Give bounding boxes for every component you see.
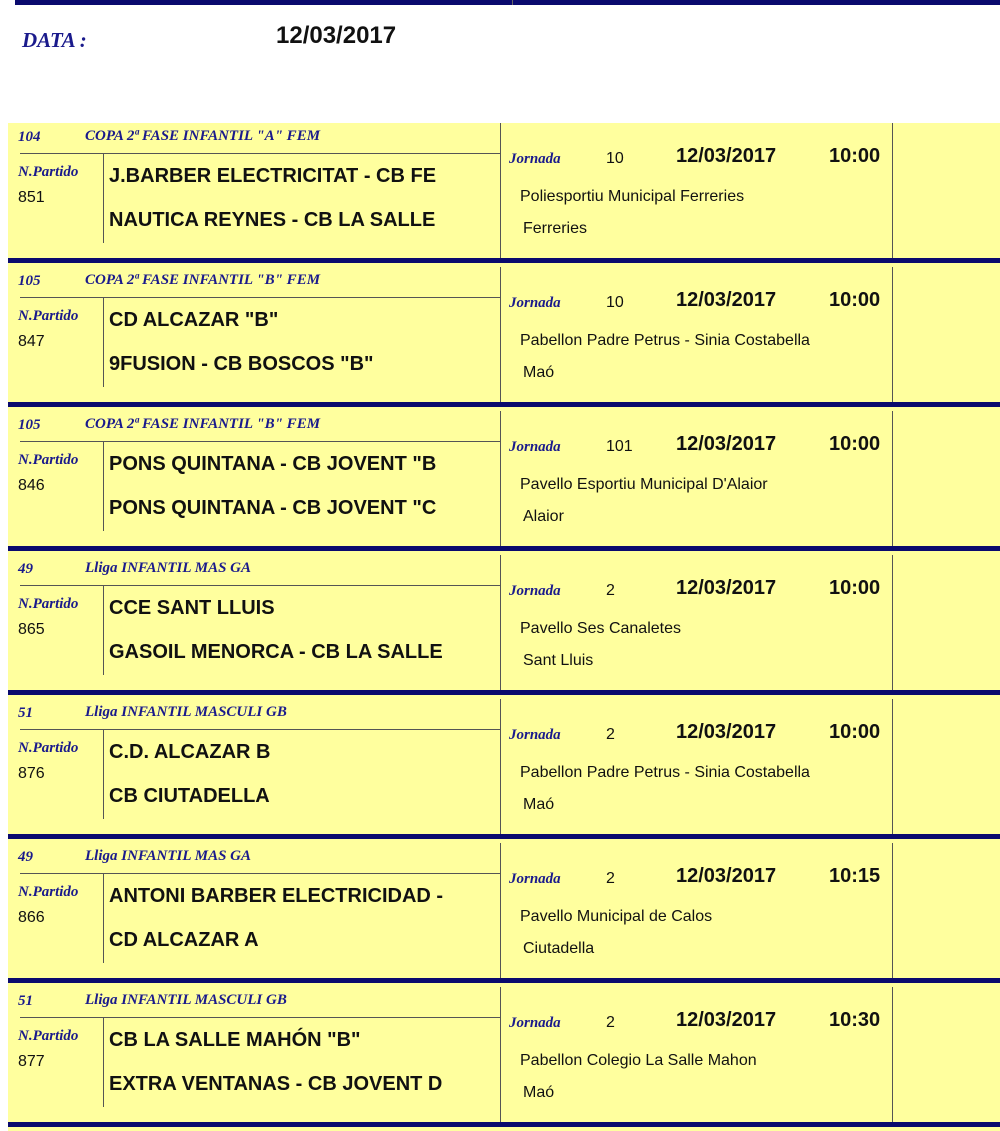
separator-bar <box>8 402 1000 407</box>
match-number-label: N.Partido <box>18 596 79 612</box>
separator-bar <box>8 978 1000 983</box>
column-divider <box>892 267 893 402</box>
jornada-label: Jornada <box>509 583 561 599</box>
teams-divider <box>103 441 104 531</box>
home-team: ANTONI BARBER ELECTRICIDAD - <box>109 885 444 907</box>
teams-divider <box>103 153 104 243</box>
date-label: DATA : <box>22 28 87 52</box>
match-number: 877 <box>18 1053 45 1070</box>
separator-bar <box>8 690 1000 695</box>
column-divider <box>892 699 893 834</box>
jornada-label: Jornada <box>509 295 561 311</box>
venue: Poliesportiu Municipal Ferreries <box>520 188 745 205</box>
match-time: 10:00 <box>829 721 881 743</box>
header-rule <box>20 297 500 298</box>
jornada-number: 2 <box>606 870 615 887</box>
away-team: EXTRA VENTANAS - CB JOVENT D <box>109 1073 443 1095</box>
column-divider <box>892 843 893 978</box>
top-divider <box>512 0 513 5</box>
match-card <box>8 123 1000 267</box>
venue: Pavello Municipal de Calos <box>520 908 713 925</box>
match-card <box>8 699 1000 843</box>
column-divider <box>500 987 501 1122</box>
venue: Pabellon Padre Petrus - Sinia Costabella <box>520 332 810 349</box>
jornada-label: Jornada <box>509 727 561 743</box>
competition-name: Lliga INFANTIL MASCULI GB <box>85 704 287 720</box>
separator-bar <box>8 546 1000 551</box>
column-divider <box>500 699 501 834</box>
away-team: 9FUSION - CB BOSCOS "B" <box>109 353 374 375</box>
match-number-label: N.Partido <box>18 164 79 180</box>
match-date: 12/03/2017 <box>676 145 777 167</box>
separator-bar <box>8 834 1000 839</box>
home-team: CD ALCAZAR "B" <box>109 309 279 331</box>
match-time: 10:15 <box>829 865 881 887</box>
city: Ciutadella <box>523 940 595 957</box>
match-card <box>8 555 1000 699</box>
column-divider <box>500 123 501 258</box>
match-number: 865 <box>18 621 45 638</box>
match-number-label: N.Partido <box>18 1028 79 1044</box>
competition-name: COPA 2ª FASE INFANTIL "B" FEM <box>85 416 321 432</box>
venue: Pavello Esportiu Municipal D'Alaior <box>520 476 768 493</box>
jornada-number: 2 <box>606 582 615 599</box>
header-rule <box>20 1017 500 1018</box>
teams-divider <box>103 1017 104 1107</box>
jornada-label: Jornada <box>509 151 561 167</box>
column-divider <box>500 267 501 402</box>
match-date: 12/03/2017 <box>676 865 777 887</box>
match-card <box>8 843 1000 987</box>
away-team: CD ALCAZAR A <box>109 929 259 951</box>
column-divider <box>892 411 893 546</box>
jornada-number: 2 <box>606 1014 615 1031</box>
group-number: 49 <box>18 561 33 577</box>
match-number-label: N.Partido <box>18 308 79 324</box>
match-number: 851 <box>18 189 45 206</box>
jornada-number: 101 <box>606 438 633 455</box>
teams-divider <box>103 585 104 675</box>
away-team: PONS QUINTANA - CB JOVENT "C <box>109 497 437 519</box>
column-divider <box>892 123 893 258</box>
home-team: PONS QUINTANA - CB JOVENT "B <box>109 453 437 475</box>
match-number: 876 <box>18 765 45 782</box>
match-number-label: N.Partido <box>18 884 79 900</box>
competition-name: Lliga INFANTIL MAS GA <box>85 848 252 864</box>
match-date: 12/03/2017 <box>676 289 777 311</box>
teams-divider <box>103 729 104 819</box>
match-time: 10:00 <box>829 145 881 167</box>
jornada-number: 2 <box>606 726 615 743</box>
match-date: 12/03/2017 <box>676 1009 777 1031</box>
home-team: C.D. ALCAZAR B <box>109 741 271 763</box>
separator-bar <box>8 1122 1000 1127</box>
city: Maó <box>523 796 555 813</box>
match-card <box>8 987 1000 1131</box>
top-rule <box>15 0 1000 5</box>
header-rule <box>20 153 500 154</box>
match-date: 12/03/2017 <box>676 433 777 455</box>
venue: Pabellon Colegio La Salle Mahon <box>520 1052 757 1069</box>
match-number-label: N.Partido <box>18 740 79 756</box>
match-number-label: N.Partido <box>18 452 79 468</box>
column-divider <box>500 555 501 690</box>
jornada-number: 10 <box>606 294 624 311</box>
match-number: 846 <box>18 477 45 494</box>
competition-name: Lliga INFANTIL MAS GA <box>85 560 252 576</box>
match-date: 12/03/2017 <box>676 577 777 599</box>
match-time: 10:00 <box>829 433 881 455</box>
city: Alaior <box>523 508 564 525</box>
match-card <box>8 267 1000 411</box>
group-number: 49 <box>18 849 33 865</box>
venue: Pavello Ses Canaletes <box>520 620 681 637</box>
column-divider <box>892 987 893 1122</box>
header-rule <box>20 873 500 874</box>
home-team: CCE SANT LLUIS <box>109 597 275 619</box>
teams-divider <box>103 297 104 387</box>
city: Maó <box>523 364 555 381</box>
jornada-label: Jornada <box>509 439 561 455</box>
header-rule <box>20 585 500 586</box>
match-time: 10:30 <box>829 1009 881 1031</box>
home-team: J.BARBER ELECTRICITAT - CB FE <box>109 165 437 187</box>
group-number: 51 <box>18 705 33 721</box>
jornada-number: 10 <box>606 150 624 167</box>
match-card <box>8 411 1000 555</box>
column-divider <box>892 555 893 690</box>
city: Maó <box>523 1084 555 1101</box>
column-divider <box>500 411 501 546</box>
report-date: 12/03/2017 <box>276 22 397 49</box>
match-number: 866 <box>18 909 45 926</box>
group-number: 105 <box>18 417 41 433</box>
competition-name: Lliga INFANTIL MASCULI GB <box>85 992 287 1008</box>
match-time: 10:00 <box>829 289 881 311</box>
city: Sant Lluis <box>523 652 594 669</box>
group-number: 104 <box>18 129 41 145</box>
city: Ferreries <box>523 220 588 237</box>
away-team: GASOIL MENORCA - CB LA SALLE <box>109 641 443 663</box>
away-team: CB CIUTADELLA <box>109 785 270 807</box>
match-number: 847 <box>18 333 45 350</box>
header-rule <box>20 729 500 730</box>
separator-bar <box>8 258 1000 263</box>
group-number: 51 <box>18 993 33 1009</box>
header-rule <box>20 441 500 442</box>
column-divider <box>500 843 501 978</box>
competition-name: COPA 2ª FASE INFANTIL "A" FEM <box>85 128 321 144</box>
competition-name: COPA 2ª FASE INFANTIL "B" FEM <box>85 272 321 288</box>
jornada-label: Jornada <box>509 1015 561 1031</box>
group-number: 105 <box>18 273 41 289</box>
match-time: 10:00 <box>829 577 881 599</box>
away-team: NAUTICA REYNES - CB LA SALLE <box>109 209 436 231</box>
venue: Pabellon Padre Petrus - Sinia Costabella <box>520 764 810 781</box>
jornada-label: Jornada <box>509 871 561 887</box>
teams-divider <box>103 873 104 963</box>
match-date: 12/03/2017 <box>676 721 777 743</box>
home-team: CB LA SALLE MAHÓN "B" <box>109 1029 361 1051</box>
